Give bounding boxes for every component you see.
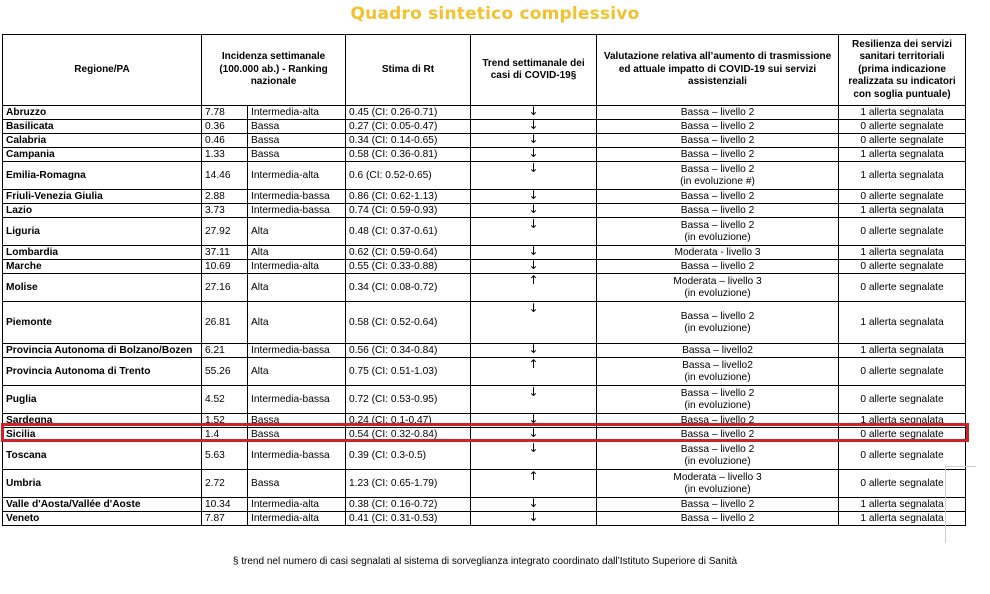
evaluation-level: Bassa – livello 2 (680, 190, 755, 202)
rt-estimate: 0.34 (CI: 0.14-0.65) (346, 134, 471, 148)
table-row (3, 162, 966, 190)
region-name: Marche (3, 260, 202, 274)
header-rt: Stima di Rt (346, 35, 471, 106)
table-row (3, 302, 966, 344)
evaluation-level: Bassa – livello 2 (680, 204, 755, 216)
region-name: Emilia-Romagna (3, 162, 202, 190)
evaluation-level: Bassa – livello 2 (680, 512, 755, 524)
evaluation-level: Bassa – livello 2 (680, 498, 755, 510)
resilience-alerts: 0 allerte segnalate (839, 120, 966, 134)
evaluation-cell (597, 442, 839, 470)
incidence-value: 5.63 (202, 442, 248, 470)
evaluation-level: Bassa – livello 2 (680, 428, 755, 440)
incidence-rank: Intermedia-alta (248, 512, 346, 526)
decorative-corner-line (945, 466, 976, 543)
resilience-alerts: 1 allerta segnalata (839, 498, 966, 512)
resilience-alerts: 0 allerte segnalate (839, 190, 966, 204)
evaluation-level: Bassa – livello 2 (680, 414, 755, 426)
summary-table (2, 34, 966, 526)
evaluation-cell (597, 358, 839, 386)
evaluation-cell (597, 512, 839, 526)
footnote: § trend nel numero di casi segnalati al sistema di sorveglianza integrato coordinato dall’Istituto Superiore di Sanità (232, 556, 738, 567)
arrow-down-icon: ↓ (528, 133, 539, 147)
arrow-down-icon: ↓ (528, 301, 539, 315)
trend-cell (471, 274, 597, 302)
arrow-down-icon: ↓ (528, 119, 539, 133)
incidence-rank: Bassa (248, 134, 346, 148)
region-name: Lombardia (3, 246, 202, 260)
table-row (3, 190, 966, 204)
evaluation-level: Bassa – livello2 (682, 344, 753, 356)
rt-estimate: 0.74 (CI: 0.59-0.93) (346, 204, 471, 218)
rt-estimate: 0.27 (CI: 0.05-0.47) (346, 120, 471, 134)
incidence-rank: Bassa (248, 120, 346, 134)
resilience-alerts: 0 allerte segnalate (839, 274, 966, 302)
incidence-rank: Intermedia-alta (248, 106, 346, 120)
trend-cell (471, 148, 597, 162)
arrow-up-icon: ↑ (528, 469, 539, 483)
incidence-value: 27.16 (202, 274, 248, 302)
incidence-value: 14.46 (202, 162, 248, 190)
trend-cell (471, 204, 597, 218)
rt-estimate: 0.41 (CI: 0.31-0.53) (346, 512, 471, 526)
trend-cell (471, 470, 597, 498)
trend-cell (471, 428, 597, 442)
trend-cell (471, 106, 597, 120)
evaluation-cell (597, 260, 839, 274)
incidence-rank: Bassa (248, 414, 346, 428)
header-trend: Trend settimanale dei casi di COVID-19§ (471, 35, 597, 106)
incidence-value: 1.33 (202, 148, 248, 162)
trend-cell (471, 498, 597, 512)
table-row (3, 428, 966, 442)
table-body (3, 106, 966, 526)
resilience-alerts: 0 allerte segnalate (839, 134, 966, 148)
evaluation-cell (597, 274, 839, 302)
table-row (3, 386, 966, 414)
evaluation-level: Bassa – livello 2 (680, 388, 755, 399)
incidence-value: 4.52 (202, 386, 248, 414)
resilience-alerts: 1 allerta segnalata (839, 246, 966, 260)
incidence-value: 6.21 (202, 344, 248, 358)
arrow-down-icon: ↓ (528, 161, 539, 175)
evaluation-note: (in evoluzione) (684, 287, 751, 299)
rt-estimate: 0.54 (CI: 0.32-0.84) (346, 428, 471, 442)
region-name: Valle d'Aosta/Vallée d'Aoste (3, 498, 202, 512)
evaluation-level: Bassa – livello 2 (680, 106, 755, 118)
table-row (3, 274, 966, 302)
incidence-rank: Alta (248, 302, 346, 344)
evaluation-level: Bassa – livello 2 (680, 148, 755, 160)
incidence-value: 0.36 (202, 120, 248, 134)
page-title: Quadro sintetico complessivo (350, 4, 640, 24)
table-row (3, 148, 966, 162)
incidence-rank: Intermedia-alta (248, 498, 346, 512)
trend-cell (471, 414, 597, 428)
region-name: Sardegna (3, 414, 202, 428)
resilience-alerts: 0 allerte segnalate (839, 260, 966, 274)
evaluation-cell (597, 218, 839, 246)
incidence-rank: Intermedia-bassa (248, 190, 346, 204)
evaluation-level: Bassa – livello 2 (680, 164, 755, 175)
rt-estimate: 0.6 (CI: 0.52-0.65) (346, 162, 471, 190)
incidence-value: 10.34 (202, 498, 248, 512)
trend-cell (471, 358, 597, 386)
arrow-down-icon: ↓ (528, 259, 539, 273)
resilience-alerts: 1 allerta segnalata (839, 302, 966, 344)
header-resilience: Resilienza dei servizi sanitari territoriali (prima indicazione realizzata su indicatori con soglia puntuale) (839, 35, 966, 106)
table-row (3, 134, 966, 148)
header-incidence: Incidenza settimanale (100.000 ab.) - Ranking nazionale (202, 35, 346, 106)
evaluation-level: Bassa – livello 2 (680, 134, 755, 146)
arrow-up-icon: ↑ (528, 357, 539, 371)
region-name: Veneto (3, 512, 202, 526)
incidence-rank: Intermedia-alta (248, 260, 346, 274)
arrow-down-icon: ↓ (528, 203, 539, 217)
incidence-rank: Intermedia-alta (248, 162, 346, 190)
evaluation-level: Moderata - livello 3 (674, 246, 761, 258)
incidence-value: 1.52 (202, 414, 248, 428)
region-name: Provincia Autonoma di Bolzano/Bozen (3, 344, 202, 358)
evaluation-cell (597, 148, 839, 162)
region-name: Umbria (3, 470, 202, 498)
resilience-alerts: 1 allerta segnalata (839, 414, 966, 428)
resilience-alerts: 1 allerta segnalata (839, 512, 966, 526)
rt-estimate: 0.58 (CI: 0.52-0.64) (346, 302, 471, 344)
incidence-value: 3.73 (202, 204, 248, 218)
table-row (3, 512, 966, 526)
table-row (3, 120, 966, 134)
rt-estimate: 0.75 (CI: 0.51-1.03) (346, 358, 471, 386)
resilience-alerts: 1 allerta segnalata (839, 204, 966, 218)
incidence-rank: Alta (248, 274, 346, 302)
trend-cell (471, 386, 597, 414)
resilience-alerts: 1 allerta segnalata (839, 162, 966, 190)
evaluation-cell (597, 204, 839, 218)
incidence-value: 2.88 (202, 190, 248, 204)
trend-cell (471, 302, 597, 344)
resilience-alerts: 1 allerta segnalata (839, 148, 966, 162)
incidence-rank: Intermedia-bassa (248, 204, 346, 218)
incidence-rank: Bassa (248, 470, 346, 498)
table-row (3, 358, 966, 386)
evaluation-level: Bassa – livello 2 (680, 220, 755, 231)
rt-estimate: 0.56 (CI: 0.34-0.84) (346, 344, 471, 358)
arrow-down-icon: ↓ (528, 441, 539, 455)
table-row (3, 442, 966, 470)
evaluation-level: Moderata – livello 3 (673, 276, 762, 287)
evaluation-cell (597, 120, 839, 134)
incidence-value: 0.46 (202, 134, 248, 148)
incidence-rank: Alta (248, 218, 346, 246)
resilience-alerts: 0 allerte segnalate (839, 218, 966, 246)
region-name: Abruzzo (3, 106, 202, 120)
rt-estimate: 0.58 (CI: 0.36-0.81) (346, 148, 471, 162)
trend-cell (471, 260, 597, 274)
evaluation-cell (597, 190, 839, 204)
table-row (3, 260, 966, 274)
arrow-down-icon: ↓ (528, 217, 539, 231)
evaluation-level: Bassa – livello 2 (680, 120, 755, 132)
region-name: Calabria (3, 134, 202, 148)
incidence-value: 55.26 (202, 358, 248, 386)
evaluation-level: Bassa – livello 2 (680, 311, 755, 322)
incidence-rank: Intermedia-bassa (248, 344, 346, 358)
arrow-down-icon: ↓ (528, 385, 539, 399)
incidence-value: 27.92 (202, 218, 248, 246)
rt-estimate: 0.38 (CI: 0.16-0.72) (346, 498, 471, 512)
region-name: Toscana (3, 442, 202, 470)
evaluation-cell (597, 386, 839, 414)
evaluation-note: (in evoluzione) (684, 231, 751, 243)
table-row (3, 344, 966, 358)
incidence-value: 7.78 (202, 106, 248, 120)
rt-estimate: 0.45 (CI: 0.26-0.71) (346, 106, 471, 120)
region-name: Sicilia (3, 428, 202, 442)
trend-cell (471, 442, 597, 470)
rt-estimate: 0.34 (CI: 0.08-0.72) (346, 274, 471, 302)
header-evaluation: Valutazione relativa all’aumento di trasmissione ed attuale impatto di COVID-19 sui servizi assistenziali (597, 35, 839, 106)
incidence-rank: Intermedia-bassa (248, 442, 346, 470)
incidence-value: 26.81 (202, 302, 248, 344)
rt-estimate: 0.39 (CI: 0.3-0.5) (346, 442, 471, 470)
arrow-down-icon: ↓ (528, 413, 539, 427)
resilience-alerts: 0 allerte segnalate (839, 386, 966, 414)
resilience-alerts: 0 allerte segnalate (839, 470, 966, 498)
evaluation-level: Bassa – livello 2 (680, 444, 755, 455)
incidence-rank: Intermedia-bassa (248, 386, 346, 414)
table-row (3, 246, 966, 260)
arrow-down-icon: ↓ (528, 343, 539, 357)
evaluation-note: (in evoluzione) (684, 455, 751, 467)
evaluation-cell (597, 246, 839, 260)
trend-cell (471, 512, 597, 526)
table-row (3, 106, 966, 120)
arrow-down-icon: ↓ (528, 147, 539, 161)
region-name: Piemonte (3, 302, 202, 344)
arrow-down-icon: ↓ (528, 511, 539, 525)
incidence-rank: Bassa (248, 148, 346, 162)
incidence-value: 37.11 (202, 246, 248, 260)
evaluation-cell (597, 302, 839, 344)
table-row (3, 470, 966, 498)
trend-cell (471, 162, 597, 190)
rt-estimate: 1.23 (CI: 0.65-1.79) (346, 470, 471, 498)
incidence-value: 2.72 (202, 470, 248, 498)
header-region: Regione/PA (3, 35, 202, 106)
arrow-up-icon: ↑ (528, 273, 539, 287)
incidence-rank: Alta (248, 358, 346, 386)
table-row (3, 204, 966, 218)
header-row (3, 35, 966, 106)
incidence-rank: Bassa (248, 428, 346, 442)
rt-estimate: 0.48 (CI: 0.37-0.61) (346, 218, 471, 246)
evaluation-note: (in evoluzione) (684, 371, 751, 383)
region-name: Friuli-Venezia Giulia (3, 190, 202, 204)
arrow-down-icon: ↓ (528, 427, 539, 441)
evaluation-note: (in evoluzione #) (680, 175, 755, 187)
trend-cell (471, 120, 597, 134)
region-name: Liguria (3, 218, 202, 246)
evaluation-level: Bassa – livello2 (682, 360, 753, 371)
evaluation-cell (597, 414, 839, 428)
evaluation-cell (597, 162, 839, 190)
region-name: Basilicata (3, 120, 202, 134)
rt-estimate: 0.24 (CI: 0.1-0.47) (346, 414, 471, 428)
arrow-down-icon: ↓ (528, 245, 539, 259)
rt-estimate: 0.72 (CI: 0.53-0.95) (346, 386, 471, 414)
incidence-value: 7.87 (202, 512, 248, 526)
region-name: Lazio (3, 204, 202, 218)
table-row (3, 498, 966, 512)
evaluation-note: (in evoluzione) (684, 483, 751, 495)
arrow-down-icon: ↓ (528, 497, 539, 511)
table-row (3, 218, 966, 246)
evaluation-cell (597, 470, 839, 498)
rt-estimate: 0.86 (CI: 0.62-1.13) (346, 190, 471, 204)
resilience-alerts: 1 allerta segnalata (839, 106, 966, 120)
evaluation-level: Moderata – livello 3 (673, 472, 762, 483)
region-name: Provincia Autonoma di Trento (3, 358, 202, 386)
evaluation-note: (in evoluzione) (684, 399, 751, 411)
evaluation-cell (597, 498, 839, 512)
arrow-down-icon: ↓ (528, 189, 539, 203)
trend-cell (471, 218, 597, 246)
region-name: Puglia (3, 386, 202, 414)
trend-cell (471, 134, 597, 148)
incidence-rank: Alta (248, 246, 346, 260)
region-name: Molise (3, 274, 202, 302)
resilience-alerts: 1 allerta segnalata (839, 344, 966, 358)
trend-cell (471, 344, 597, 358)
evaluation-cell (597, 344, 839, 358)
evaluation-cell (597, 106, 839, 120)
incidence-value: 1.4 (202, 428, 248, 442)
resilience-alerts: 0 allerte segnalate (839, 442, 966, 470)
trend-cell (471, 190, 597, 204)
trend-cell (471, 246, 597, 260)
resilience-alerts: 0 allerte segnalate (839, 358, 966, 386)
table-row (3, 414, 966, 428)
rt-estimate: 0.62 (CI: 0.59-0.64) (346, 246, 471, 260)
rt-estimate: 0.55 (CI: 0.33-0.88) (346, 260, 471, 274)
region-name: Campania (3, 148, 202, 162)
incidence-value: 10.69 (202, 260, 248, 274)
evaluation-cell (597, 134, 839, 148)
evaluation-level: Bassa – livello 2 (680, 260, 755, 272)
evaluation-cell (597, 428, 839, 442)
arrow-down-icon: ↓ (528, 105, 539, 119)
evaluation-note: (in evoluzione) (684, 322, 751, 334)
resilience-alerts: 0 allerte segnalate (839, 428, 966, 442)
